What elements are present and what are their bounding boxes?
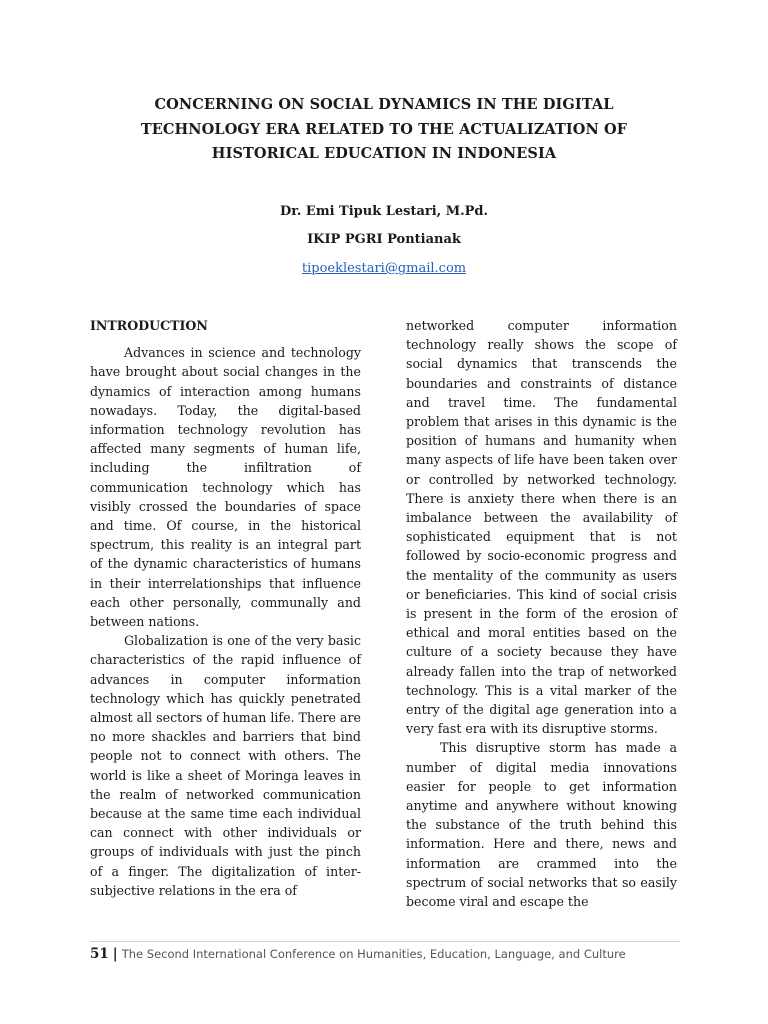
page-footer bbox=[90, 944, 690, 964]
title-line-2: TECHNOLOGY ERA RELATED TO THE ACTUALIZATION OF bbox=[140, 120, 628, 138]
author-name: Dr. Emi Tipuk Lestari, M.Pd. bbox=[279, 204, 489, 219]
author-affiliation: IKIP PGRI Pontianak bbox=[307, 232, 461, 247]
footer-separator: | bbox=[112, 946, 118, 962]
left-column bbox=[90, 316, 361, 900]
footer-divider bbox=[90, 941, 680, 942]
email-link[interactable]: tipoeklestari@gmail.com bbox=[301, 261, 467, 276]
paragraph: This disruptive storm has made a number of digital media innovations easier for people to get information anytime and anywhere without knowing the substance of the truth behind this information. Here and there, news and information are crammed into the spectrum of social networks that so easily become viral and escape the bbox=[406, 740, 677, 910]
title-line-3: HISTORICAL EDUCATION IN INDONESIA bbox=[211, 145, 557, 162]
section-heading: INTRODUCTION bbox=[90, 318, 208, 333]
paragraph: Advances in science and technology have brought about social changes in the dynamics of interaction among humans nowadays. Today, the digital-based information technology revolution has affected many segments of human life, including the infiltration of communication technology which has visibly crossed the boundaries of space and time. Of course, in the historical spectrum, this reality is an integral part of the dynamic characteristics of humans in their interrelationships that influence each other personally, communally and between nations. bbox=[90, 345, 361, 630]
paragraph: Globalization is one of the very basic characteristics of the rapid influence of advances in computer information technology which has quickly penetrated almost all sectors of human life. There are no more shackles and barriers that bind people not to connect with others. The world is like a sheet of Moringa leaves in the realm of networked communication because at the same time each individual can connect with other individuals or groups of individuals with just the pinch of a finger. The digitalization of inter-subjective relations in the era of bbox=[90, 633, 361, 898]
conference-name: The Second International Conference on Humanities, Education, Language, and Culture bbox=[121, 947, 626, 961]
title-line-1: CONCERNING ON SOCIAL DYNAMICS IN THE DIGITAL bbox=[154, 96, 614, 113]
page-number: 51 bbox=[90, 946, 109, 962]
right-column bbox=[406, 316, 677, 911]
author-email bbox=[90, 259, 678, 279]
paragraph: networked computer information technology really shows the scope of social dynamics that transcends the boundaries and constraints of distance and travel time. The fundamental problem that arises in this dynamic is the position of humans and humanity when many aspects of life have been taken over or controlled by networked technology. There is anxiety there when there is an imbalance between the availability of sophisticated equipment that is not followed by socio-economic progress and the mentality of the community as users or beneficiaries. This kind of social crisis is present in the form of the erosion of ethical and moral entities based on the culture of a society because they have already fallen into the trap of networked technology. This is a vital marker of the entry of the digital age generation into a very fast era with its disruptive storms. bbox=[406, 318, 677, 737]
paper-title bbox=[90, 93, 678, 167]
